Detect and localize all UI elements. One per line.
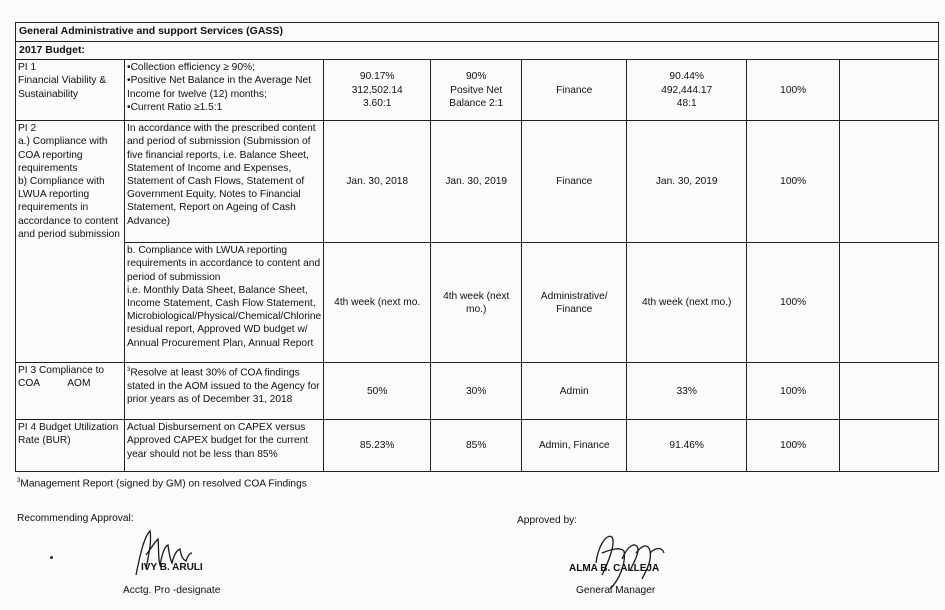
pi4-description: Actual Disbursement on CAPEX versus Approved CAPEX budget for the current year should not be less than 85% bbox=[125, 420, 324, 472]
pi3-responsible: Admin bbox=[522, 363, 627, 420]
pi1-rating: 100% bbox=[747, 60, 840, 121]
table-row bbox=[16, 420, 939, 472]
pi2a-rating: 100% bbox=[747, 121, 840, 243]
table-row bbox=[16, 243, 939, 363]
pi2a-target: Jan. 30, 2019 bbox=[431, 121, 522, 243]
approved-name: ALMA B. CALLEJA bbox=[569, 563, 660, 574]
approved-title: General Manager bbox=[576, 585, 656, 596]
budget-label: 2017 Budget: bbox=[16, 42, 939, 60]
pi1-description: •Collection efficiency ≥ 90%; •Positive Net Balance in the Average Net Income for twelve (12) months; •Current Ratio ≥1.5:1 bbox=[125, 60, 324, 121]
pi3-rating: 100% bbox=[747, 363, 840, 420]
pi3-description: $^3$Resolve at least 30% of COA findings stated in the AOM issued to the Agency for prior years as of December 31, 2018 bbox=[125, 363, 324, 420]
recommending-approval-label: Recommending Approval: bbox=[17, 513, 134, 524]
pi1-target: 90% Positve Net Balance 2:1 bbox=[431, 60, 522, 121]
pi3-actual-prior: 50% bbox=[324, 363, 431, 420]
pi1-remarks bbox=[840, 60, 939, 121]
pi3-footnote-mark: 3 bbox=[127, 367, 131, 374]
pi4-target: 85% bbox=[431, 420, 522, 472]
pi4-actual-prior: 85.23% bbox=[324, 420, 431, 472]
pi2-label: PI 2 a.) Compliance with COA reporting requirements b) Compliance with LWUA reporting requirements in accordance to content and period submission bbox=[16, 121, 125, 363]
pi2b-target: 4th week (next mo.) bbox=[431, 243, 522, 363]
pi2a-description: In accordance with the prescribed content and period of submission (Submission of five financial reports, i.e. Balance Sheet, Statement of Income and Expenses, Statement of Cash Flows, Statement of Government Equity, Notes to Financial Statement, Report on Ageing of Cash Advance) bbox=[125, 121, 324, 243]
table-row bbox=[16, 363, 939, 420]
pi2b-responsible: Administrative/ Finance bbox=[522, 243, 627, 363]
approved-signature bbox=[566, 523, 676, 593]
pi4-actual: 91.46% bbox=[627, 420, 747, 472]
pi2a-remarks bbox=[840, 121, 939, 243]
pi4-label: PI 4 Budget Utilization Rate (BUR) bbox=[16, 420, 125, 472]
pi2b-rating: 100% bbox=[747, 243, 840, 363]
approved-by-label: Approved by: bbox=[517, 515, 578, 526]
pi3-remarks bbox=[840, 363, 939, 420]
scan-speck bbox=[50, 556, 53, 559]
pi2a-responsible: Finance bbox=[522, 121, 627, 243]
pi1-actual-prior: 90.17% 312,502.14 3.60:1 bbox=[324, 60, 431, 121]
pi2b-remarks bbox=[840, 243, 939, 363]
table-row bbox=[16, 60, 939, 121]
pi3-target: 30% bbox=[431, 363, 522, 420]
footnote-mark: 3 bbox=[17, 478, 21, 484]
table-title: General Administrative and support Services (GASS) bbox=[16, 23, 939, 42]
pi1-responsible: Finance bbox=[522, 60, 627, 121]
pi2b-actual: 4th week (next mo.) bbox=[627, 243, 747, 363]
pi3-actual: 33% bbox=[627, 363, 747, 420]
pi1-label: PI 1 Financial Viability & Sustainability bbox=[16, 60, 125, 121]
table-row bbox=[16, 121, 939, 243]
recommending-title: Acctg. Pro -designate bbox=[123, 585, 221, 596]
pi4-remarks bbox=[840, 420, 939, 472]
pi2b-actual-prior: 4th week (next mo. bbox=[324, 243, 431, 363]
pi2b-description: b. Compliance with LWUA reporting requirements in accordance to content and period of submission i.e. Monthly Data Sheet, Balance Sheet, Income Statement, Cash Flow Statement, Microbiological/Physical/Chemical/Chlorine residual report, Approved WD budget w/ Annual Procurement Plan, Annual Report bbox=[125, 243, 324, 363]
pi3-label: PI 3 Compliance to COA AOM bbox=[16, 363, 125, 420]
footnote: $^3$Management Report (signed by GM) on resolved COA Findings bbox=[17, 478, 307, 490]
recommending-name: IVY B. ARULI bbox=[141, 562, 203, 573]
pi4-responsible: Admin, Finance bbox=[522, 420, 627, 472]
pi2a-actual: Jan. 30, 2019 bbox=[627, 121, 747, 243]
pi2a-actual-prior: Jan. 30, 2018 bbox=[324, 121, 431, 243]
pi4-rating: 100% bbox=[747, 420, 840, 472]
gass-table bbox=[15, 22, 939, 472]
pi1-actual: 90.44% 492,444.17 48:1 bbox=[627, 60, 747, 121]
